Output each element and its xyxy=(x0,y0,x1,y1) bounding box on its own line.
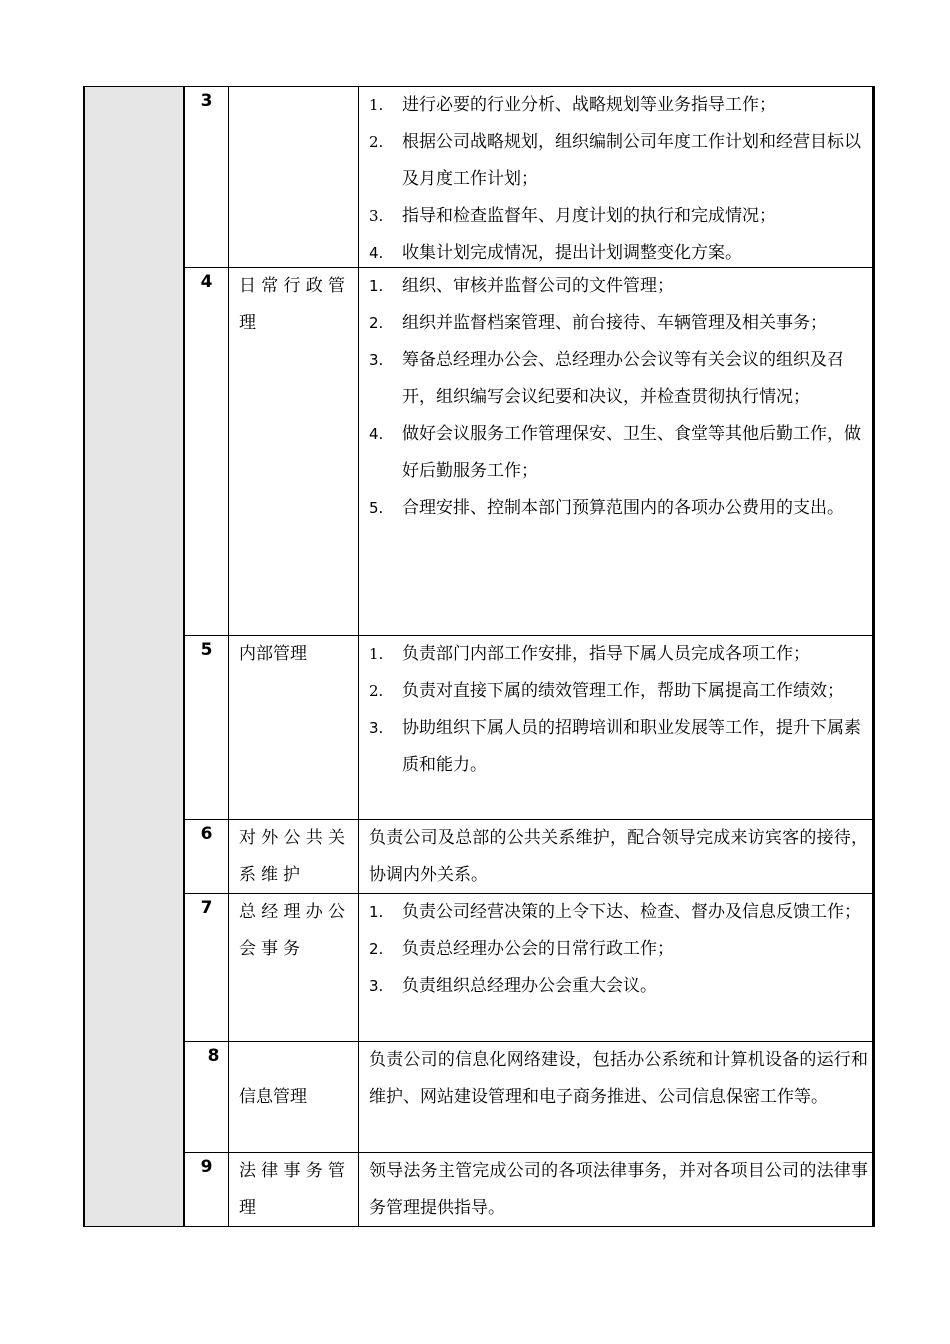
item-text: 负责公司经营决策的上令下达、检查、督办及信息反馈工作； xyxy=(402,902,861,922)
item-number: 3. xyxy=(369,207,384,225)
row-title: 内部管理 xyxy=(229,636,359,819)
row-number: 6 xyxy=(185,820,229,893)
row-title: 法律事务管理 xyxy=(229,1153,359,1226)
row-title: 日常行政管理 xyxy=(229,268,359,635)
row-text: 负责公司的信息化网络建设，包括办公系统和计算机设备的运行和维护、网站建设管理和电子商务推进、公司信息保密工作等。 xyxy=(369,1050,868,1107)
item-number: 5. xyxy=(369,499,384,517)
list-item xyxy=(369,235,868,272)
item-number: 1. xyxy=(369,903,384,921)
list-item xyxy=(369,268,868,305)
item-number: 1. xyxy=(369,645,384,663)
item-text: 负责总经理办公会的日常行政工作； xyxy=(402,939,674,959)
item-number: 4. xyxy=(369,244,384,262)
item-number: 4. xyxy=(369,425,384,443)
item-text: 负责组织总经理办公会重大会议。 xyxy=(402,976,657,996)
item-text: 负责部门内部工作安排，指导下属人员完成各项工作； xyxy=(402,644,810,664)
table-row xyxy=(185,268,874,636)
item-number: 2. xyxy=(369,314,384,332)
item-text: 进行必要的行业分析、战略规划等业务指导工作； xyxy=(402,95,776,115)
item-text: 做好会议服务工作管理保安、卫生、食堂等其他后勤工作，做好后勤服务工作； xyxy=(402,424,861,481)
item-text: 合理安排、控制本部门预算范围内的各项办公费用的支出。 xyxy=(402,498,844,518)
item-number: 3. xyxy=(369,719,384,737)
row-content xyxy=(359,1042,874,1152)
item-text: 指导和检查监督年、月度计划的执行和完成情况； xyxy=(402,206,776,226)
item-text: 组织、审核并监督公司的文件管理； xyxy=(402,276,674,296)
item-text: 筹备总经理办公会、总经理办公会议等有关会议的组织及召开，组织编写会议纪要和决议，并检查贯彻执行情况； xyxy=(402,350,844,407)
list-item xyxy=(369,416,868,490)
row-content xyxy=(359,636,874,819)
category-column xyxy=(85,87,185,1226)
item-text: 根据公司战略规划，组织编制公司年度工作计划和经营目标以及月度工作计划； xyxy=(402,132,861,189)
list-item xyxy=(369,124,868,198)
row-number: 9 xyxy=(185,1153,229,1226)
table-row xyxy=(185,894,874,1042)
row-number: 4 xyxy=(185,268,229,635)
list-item xyxy=(369,636,868,673)
item-number: 1. xyxy=(369,96,384,114)
item-number: 2. xyxy=(369,133,384,151)
item-text: 收集计划完成情况，提出计划调整变化方案。 xyxy=(402,243,742,263)
row-number: 3 xyxy=(185,87,229,267)
row-content xyxy=(359,268,874,635)
row-content xyxy=(359,1153,874,1226)
list-item xyxy=(369,894,868,931)
item-text: 组织并监督档案管理、前台接待、车辆管理及相关事务； xyxy=(402,313,827,333)
row-title xyxy=(229,87,359,267)
list-item xyxy=(369,673,868,710)
item-number: 2. xyxy=(369,682,384,700)
row-text: 负责公司及总部的公共关系维护，配合领导完成来访宾客的接待，协调内外关系。 xyxy=(369,828,868,885)
list-item xyxy=(369,305,868,342)
item-text: 协助组织下属人员的招聘培训和职业发展等工作，提升下属素质和能力。 xyxy=(402,718,861,775)
table-row xyxy=(185,87,874,268)
item-number: 1. xyxy=(369,277,384,295)
row-title: 对外公共关系维护 xyxy=(229,820,359,893)
table-row xyxy=(185,636,874,820)
row-number: 5 xyxy=(185,636,229,819)
list-item xyxy=(369,931,868,968)
row-number: 8 xyxy=(185,1042,229,1152)
table-row xyxy=(185,1153,874,1226)
row-number: 7 xyxy=(185,894,229,1041)
item-number: 3. xyxy=(369,351,384,369)
list-item xyxy=(369,968,868,1005)
list-item xyxy=(369,87,868,124)
row-content xyxy=(359,894,874,1041)
table-row xyxy=(185,1042,874,1153)
table-row xyxy=(185,820,874,894)
list-item xyxy=(369,490,868,527)
list-item xyxy=(369,198,868,235)
row-text: 领导法务主管完成公司的各项法律事务，并对各项目公司的法律事务管理提供指导。 xyxy=(369,1161,868,1218)
list-item xyxy=(369,342,868,416)
row-title: 总经理办公会事务 xyxy=(229,894,359,1041)
row-title: 信息管理 xyxy=(229,1042,359,1152)
row-content xyxy=(359,87,874,267)
responsibilities-table xyxy=(83,86,875,1227)
item-text: 负责对直接下属的绩效管理工作，帮助下属提高工作绩效； xyxy=(402,681,844,701)
list-item xyxy=(369,710,868,784)
item-number: 3. xyxy=(369,977,384,995)
row-content xyxy=(359,820,874,893)
item-number: 2. xyxy=(369,940,384,958)
